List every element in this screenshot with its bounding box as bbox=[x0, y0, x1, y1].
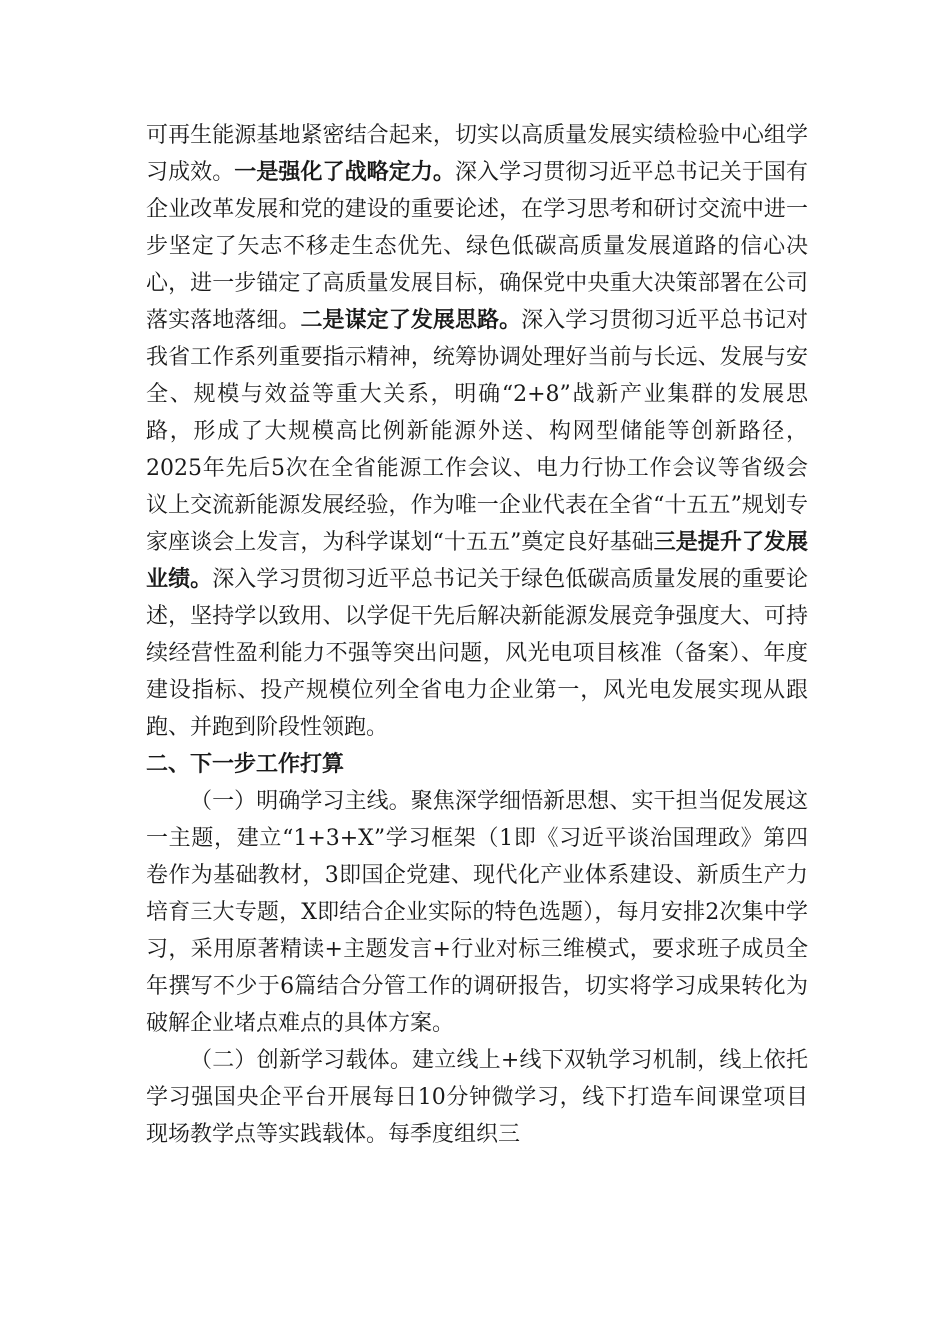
paragraph-text: 可再生能源基地紧密结合起来，切实以高质量发展实绩检验中心组学习成效。 bbox=[146, 123, 808, 185]
paragraph-achievements bbox=[146, 117, 808, 746]
bold-point-three: 三是提升了发展业绩。 bbox=[146, 530, 808, 592]
document-body bbox=[146, 117, 808, 1153]
paragraph-text: 深入学习贯彻习近平总书记关于绿色低碳高质量发展的重要论述，坚持学以致用、以学促干先后解决新能源发展竞争强度大、可持续经营性盈利能力不强等突出问题，风光电项目核准（备案）、年度建设指标、投产规模位列全省电力企业第一，风光电发展实现从跟跑、并跑到阶段性领跑。 bbox=[146, 567, 808, 740]
paragraph-text: 深入学习贯彻习近平总书记关于国有企业改革发展和党的建设的重要论述，在学习思考和研讨交流中进一步坚定了矢志不移走生态优先、绿色低碳高质量发展道路的信心决心，进一步锚定了高质量发展目标，确保党中央重大决策部署在公司落实落地落细。 bbox=[146, 160, 808, 333]
paragraph-text: 深入学习贯彻习近平总书记对我省工作系列重要指示精神，统筹协调处理好当前与长远、发展与安全、规模与效益等重大关系，明确“2+8”战新产业集群的发展思路，形成了大规模高比例新能源外送、构网型储能等创新路径，2025年先后5次在全省能源工作会议、电力行协工作会议等省级会议上交流新能源发展经验，作为唯一企业代表在全省“十五五”规划专家座谈会上发言，为科学谋划“十五五”奠定良好基础 bbox=[146, 308, 808, 555]
paragraph-study-carrier: （二）创新学习载体。建立线上+线下双轨学习机制，线上依托学习强国央企平台开展每日10分钟微学习，线下打造车间课堂项目现场教学点等实践载体。每季度组织三 bbox=[146, 1048, 808, 1147]
paragraph-study-mainline: （一）明确学习主线。聚焦深学细悟新思想、实干担当促发展这一主题，建立“1+3+X”学习框架（1即《习近平谈治国理政》第四卷作为基础教材，3即国企党建、现代化产业体系建设、新质生产力培育三大专题，X即结合企业实际的特色选题），每月安排2次集中学习，采用原著精读+主题发言+行业对标三维模式，要求班子成员全年撰写不少于6篇结合分管工作的调研报告，切实将学习成果转化为破解企业堵点难点的具体方案。 bbox=[146, 789, 808, 1036]
section-heading: 二、下一步工作打算 bbox=[146, 752, 345, 777]
bold-point-one: 一是强化了战略定力。 bbox=[234, 160, 455, 185]
bold-point-two: 二是谋定了发展思路。 bbox=[300, 308, 522, 333]
